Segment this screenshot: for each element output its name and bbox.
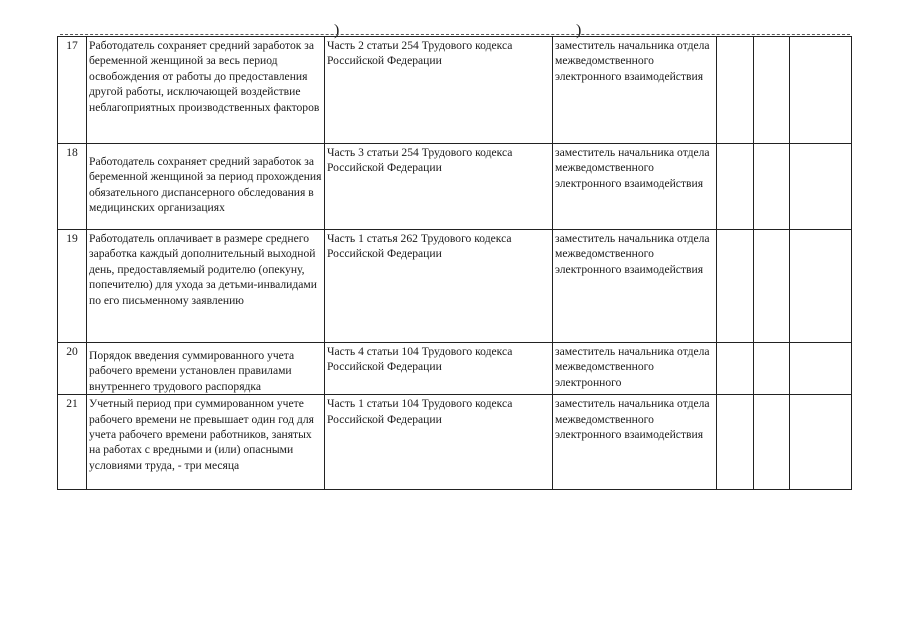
responsible-official-cell: заместитель начальника отдела межведомственного электронного взаимодействия — [553, 230, 717, 343]
header-mark: ) — [334, 22, 340, 39]
empty-cell — [717, 343, 754, 395]
requirement-cell: Учетный период при суммированном учете рабочего времени не превышает один год для учета рабочего времени работников, занятых на работах с вредными и (или) опасными условиями труда, - три месяца — [87, 395, 325, 490]
legal-basis-cell: Часть 4 статьи 104 Трудового кодекса Российской Федерации — [325, 343, 553, 395]
requirement-cell: Работодатель сохраняет средний заработок за беременной женщиной за весь период освобождения от работы до предоставления другой работы, исключающей воздействие неблагоприятных производственных факторов — [87, 37, 325, 144]
row-number: 17 — [58, 37, 87, 144]
empty-cell — [754, 230, 790, 343]
row-number: 19 — [58, 230, 87, 343]
requirements-table — [57, 36, 852, 490]
empty-cell — [717, 144, 754, 230]
legal-basis-cell: Часть 2 статьи 254 Трудового кодекса Российской Федерации — [325, 37, 553, 144]
row-number: 21 — [58, 395, 87, 490]
empty-cell — [790, 343, 852, 395]
empty-cell — [790, 230, 852, 343]
empty-cell — [717, 395, 754, 490]
legal-basis-cell: Часть 1 статья 262 Трудового кодекса Российской Федерации — [325, 230, 553, 343]
requirement-cell: Работодатель сохраняет средний заработок за беременной женщиной за период прохождения обязательного диспансерного обследования в медицинских организациях — [87, 144, 325, 230]
requirement-cell: Порядок введения суммированного учета рабочего времени установлен правилами внутреннего трудового распорядка — [87, 343, 325, 395]
header-mark: ) — [576, 22, 582, 39]
top-rule — [60, 34, 850, 35]
empty-cell — [717, 230, 754, 343]
empty-cell — [754, 37, 790, 144]
row-number: 18 — [58, 144, 87, 230]
empty-cell — [754, 343, 790, 395]
responsible-official-cell: заместитель начальника отдела межведомственного электронного — [553, 343, 717, 395]
empty-cell — [790, 395, 852, 490]
table-row — [58, 37, 852, 144]
empty-cell — [717, 37, 754, 144]
responsible-official-cell: заместитель начальника отдела межведомственного электронного взаимодействия — [553, 37, 717, 144]
responsible-official-cell: заместитель начальника отдела межведомственного электронного взаимодействия — [553, 395, 717, 490]
table-row — [58, 144, 852, 230]
empty-cell — [754, 395, 790, 490]
empty-cell — [790, 144, 852, 230]
table-row — [58, 395, 852, 490]
empty-cell — [754, 144, 790, 230]
legal-basis-cell: Часть 3 статьи 254 Трудового кодекса Российской Федерации — [325, 144, 553, 230]
legal-basis-cell: Часть 1 статьи 104 Трудового кодекса Российской Федерации — [325, 395, 553, 490]
requirement-cell: Работодатель оплачивает в размере среднего заработка каждый дополнительный выходной день, предоставляемый родителю (опекуну, попечителю) для ухода за детьми-инвалидами по его письменному заявлению — [87, 230, 325, 343]
responsible-official-cell: заместитель начальника отдела межведомственного электронного взаимодействия — [553, 144, 717, 230]
empty-cell — [790, 37, 852, 144]
table-row — [58, 343, 852, 395]
table-row — [58, 230, 852, 343]
row-number: 20 — [58, 343, 87, 395]
